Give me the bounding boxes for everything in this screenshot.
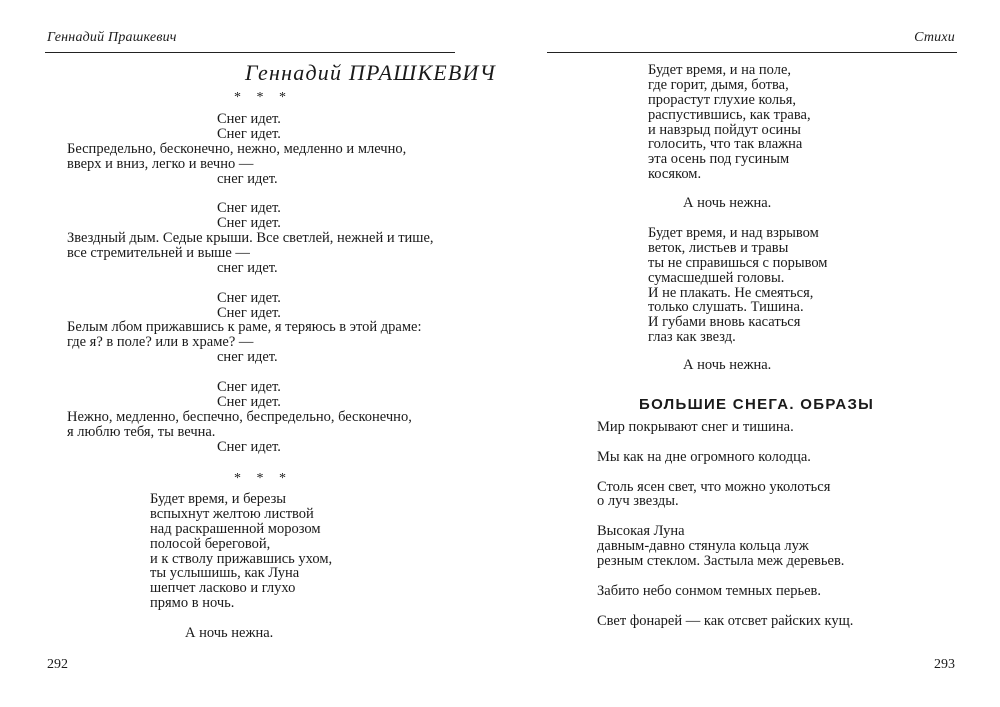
poem1-stars: * * * bbox=[234, 90, 292, 105]
refrain-a: А ночь нежна. bbox=[683, 195, 772, 211]
verse-line: Забито небо сонмом темных перьев. bbox=[597, 582, 821, 599]
page-number-right: 293 bbox=[934, 657, 955, 672]
verse-line: распустившись, как трава, bbox=[648, 106, 811, 123]
verse-line: Мы как на дне огромного колодца. bbox=[597, 448, 811, 465]
running-head-right: Стихи bbox=[914, 30, 955, 45]
verse-line: Будет время, и березы bbox=[150, 491, 287, 507]
verse-line: я люблю тебя, ты вечна. bbox=[67, 423, 216, 440]
verse-line: ты услышишь, как Луна bbox=[150, 565, 300, 582]
poem2-stars: * * * bbox=[234, 471, 292, 486]
header-rule-right bbox=[547, 52, 957, 53]
page-number-left: 292 bbox=[47, 657, 68, 672]
verse-line: Белым лбом прижавшись к раме, я теряюсь в этой драме: bbox=[67, 319, 422, 336]
verse-line: снег идет. bbox=[217, 259, 278, 276]
verse-line: вспыхнут желтою листвой bbox=[150, 505, 314, 522]
verse-line: Высокая Луна bbox=[597, 523, 685, 540]
verse-line: Нежно, медленно, беспечно, беспредельно, бесконечно, bbox=[67, 408, 412, 425]
verse-line: эта осень под гусиным bbox=[648, 151, 790, 168]
verse-line: снег идет. bbox=[217, 349, 278, 366]
verse-line: Мир покрывают снег и тишина. bbox=[597, 419, 794, 435]
verse-line: сумасшедшей головы. bbox=[648, 269, 785, 286]
verse-line: косяком. bbox=[648, 166, 702, 183]
verse-line: Будет время, и на поле, bbox=[648, 62, 792, 78]
verse-line: шепчет ласково и глухо bbox=[150, 580, 296, 597]
poem2-continued-stanza-b bbox=[648, 226, 827, 345]
verse-line: прямо в ночь. bbox=[150, 595, 235, 612]
right-page bbox=[500, 0, 1000, 707]
verse-line: Снег идет. bbox=[217, 111, 281, 127]
verse-line: Снег идет. bbox=[217, 304, 281, 321]
verse-line: снег идет. bbox=[217, 170, 278, 187]
poem2-refrain: А ночь нежна. bbox=[185, 625, 274, 641]
verse-line: и навзрыд пойдут осины bbox=[648, 121, 801, 138]
verse-line: вверх и вниз, легко и вечно — bbox=[67, 155, 254, 172]
verse-line: полосой береговой, bbox=[150, 535, 271, 552]
stanza-gap bbox=[597, 569, 853, 584]
verse-line: Свет фонарей — как отсвет райских кущ. bbox=[597, 612, 854, 629]
verse-line: И не плакать. Не смеяться, bbox=[648, 284, 814, 301]
verse-line: Снег идет. bbox=[217, 215, 281, 232]
header-rule-left bbox=[45, 52, 455, 53]
poem3-text bbox=[597, 420, 853, 628]
verse-line: прорастут глухие колья, bbox=[648, 91, 797, 108]
stanza-gap bbox=[597, 509, 853, 524]
stanza-gap bbox=[597, 435, 853, 450]
verse-line: где я? в поле? или в храме? — bbox=[67, 334, 254, 351]
verse-line: Будет время, и над взрывом bbox=[648, 225, 819, 241]
author-title: Геннадий ПРАШКЕВИЧ bbox=[245, 60, 496, 85]
stanza-gap bbox=[67, 276, 434, 291]
verse-line: Снег идет. bbox=[217, 200, 281, 217]
poem2-text bbox=[150, 492, 332, 611]
verse-line: ты не справишься с порывом bbox=[648, 254, 828, 271]
verse-line: Звездный дым. Седые крыши. Все светлей, нежней и тише, bbox=[67, 230, 434, 247]
verse-line: Столь ясен свет, что можно уколоться bbox=[597, 478, 831, 495]
stanza-gap bbox=[597, 465, 853, 480]
verse-line: где горит, дымя, ботва, bbox=[648, 76, 789, 93]
verse-line: Беспредельно, бесконечно, нежно, медленно и млечно, bbox=[67, 140, 407, 157]
stanza-gap bbox=[67, 186, 434, 201]
stanza-gap bbox=[67, 365, 434, 380]
verse-line: только слушать. Тишина. bbox=[648, 299, 804, 316]
poem3-title: БОЛЬШИЕ СНЕГА. ОБРАЗЫ bbox=[639, 396, 875, 413]
verse-line: все стремительней и выше — bbox=[67, 245, 250, 262]
verse-line: голосить, что так влажна bbox=[648, 136, 803, 153]
verse-line: и к стволу прижавшись ухом, bbox=[150, 550, 333, 567]
verse-line: резным стеклом. Застыла меж деревьев. bbox=[597, 553, 845, 570]
refrain-b: А ночь нежна. bbox=[683, 357, 772, 373]
verse-line: Снег идет. bbox=[217, 393, 281, 410]
stanza-gap bbox=[597, 599, 853, 614]
verse-line: Снег идет. bbox=[217, 289, 281, 306]
verse-line: о луч звезды. bbox=[597, 493, 679, 510]
verse-line: Снег идет. bbox=[217, 438, 281, 455]
verse-line: Снег идет. bbox=[217, 379, 281, 396]
verse-line: веток, листьев и травы bbox=[648, 239, 789, 256]
poem2-continued-stanza-a bbox=[648, 63, 811, 182]
running-head-left: Геннадий Прашкевич bbox=[47, 30, 177, 45]
verse-line: И губами вновь касаться bbox=[648, 314, 801, 331]
poem1-text bbox=[67, 112, 434, 454]
verse-line: над раскрашенной морозом bbox=[150, 520, 321, 537]
verse-line: давным-давно стянула кольца луж bbox=[597, 538, 809, 555]
verse-line: глаз как звезд. bbox=[648, 329, 736, 346]
verse-line: Снег идет. bbox=[217, 125, 281, 142]
